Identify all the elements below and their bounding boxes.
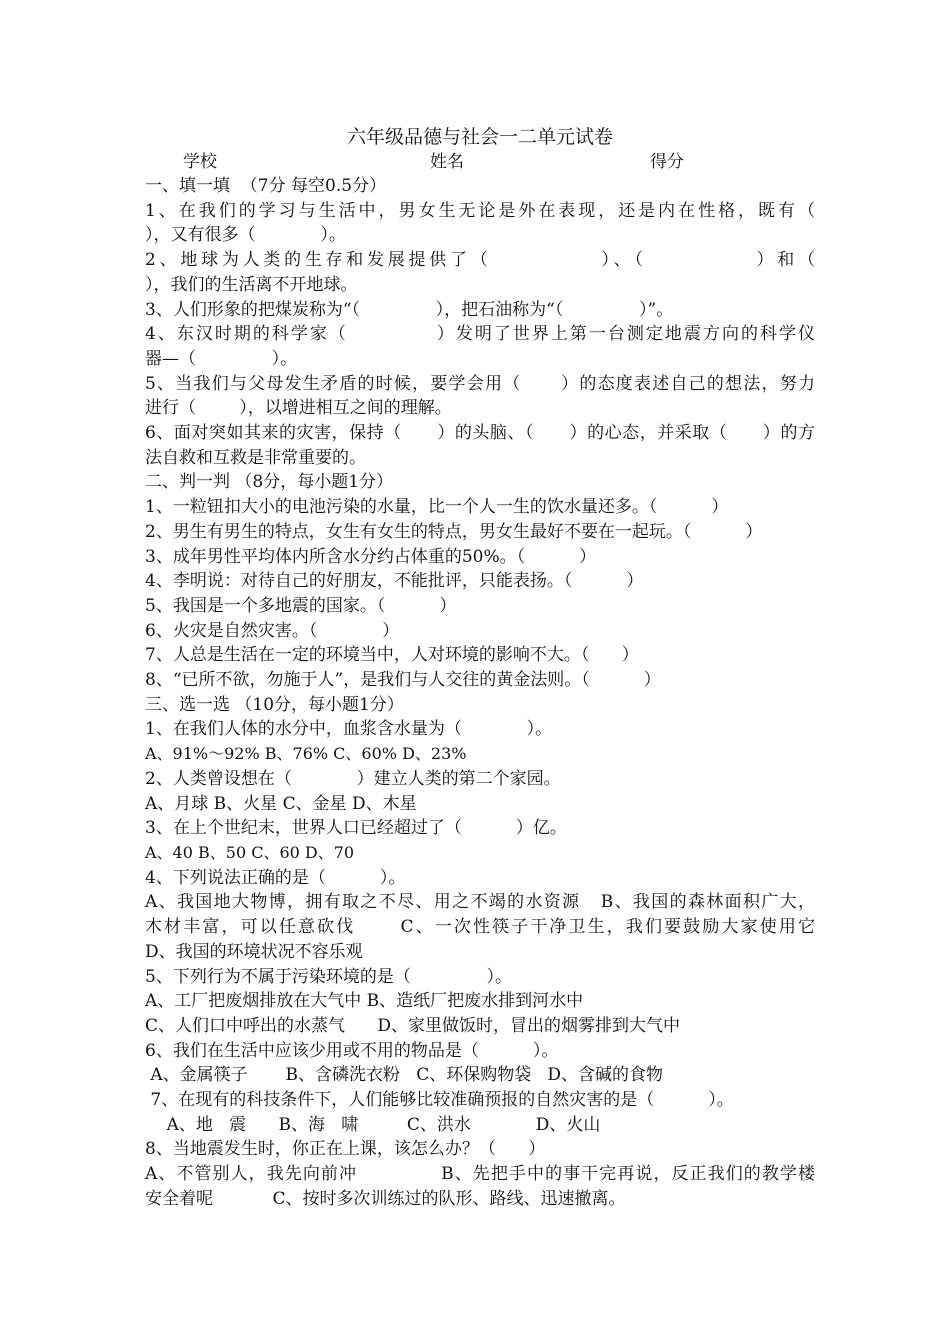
question-line: 6、面对突如其来的灾害，保持（ ）的头脑、（ ）的心态，并采取（ ）的方 bbox=[145, 423, 815, 444]
question-line: 5、我国是一个多地震的国家。（ ） bbox=[145, 595, 457, 616]
question-line: 1、在我们人体的水分中，血浆含水量为（ ）。 bbox=[145, 719, 553, 740]
question-line: 1、在我们的学习与生活中，男女生无论是外在表现，还是内在性格，既有（ bbox=[145, 200, 815, 221]
question-line: 5、下列行为不属于污染环境的是（ ）。 bbox=[145, 966, 512, 987]
answer-options: 木材丰富，可以任意砍伐 C、一次性筷子干净卫生，我们要鼓励大家使用它 bbox=[145, 917, 815, 938]
question-line: 8、“已所不欲，勿施于人”，是我们与人交往的黄金法则。（ ） bbox=[145, 670, 661, 691]
question-line: 4、李明说：对待自己的好朋友，不能批评，只能表扬。（ ） bbox=[145, 571, 644, 592]
page-title: 六年级品德与社会一二单元试卷 bbox=[346, 126, 613, 148]
question-line: 2、地球为人类的生存和发展提供了（ ）、（ ）和（ bbox=[145, 250, 815, 271]
answer-options: C、人们口中呼出的水蒸气 D、家里做饭时，冒出的烟雾排到大气中 bbox=[145, 1015, 681, 1036]
question-line: 3、人们形象的把煤炭称为“（ ），把石油称为“（ ）”。 bbox=[145, 299, 674, 320]
answer-options: A、91%～92% B、76% C、60% D、23% bbox=[145, 744, 467, 764]
section-heading-judge: 二、判一判 （8分，每小题1分） bbox=[145, 472, 394, 493]
answer-options: A、工厂把废烟排放在大气中 B、造纸厂把废水排到河水中 bbox=[145, 991, 584, 1012]
question-line: 4、下列说法正确的是（ ）。 bbox=[145, 867, 406, 888]
question-line: 4、东汉时期的科学家（ ）发明了世界上第一台测定地震方向的科学仪 bbox=[145, 324, 815, 345]
question-line: 法自救和互救是非常重要的。 bbox=[145, 447, 366, 468]
answer-options: A、金属筷子 B、含磷洗衣粉 C、环保购物袋 D、含碱的食物 bbox=[145, 1065, 664, 1086]
question-line: 3、在上个世纪末，世界人口已经超过了（ ）亿。 bbox=[145, 818, 567, 839]
answer-options: D、我国的环境状况不容乐观 bbox=[145, 941, 363, 962]
answer-options: A、月球 B、火星 C、金星 D、木星 bbox=[145, 793, 417, 814]
exam-header bbox=[145, 150, 815, 174]
answer-options: A、不管别人，我先向前冲 B、先把手中的事干完再说，反正我们的教学楼 bbox=[145, 1164, 815, 1185]
question-line: ），我们的生活离不开地球。 bbox=[145, 274, 358, 295]
question-line: 2、男生有男生的特点，女生有女生的特点，男女生最好不要在一起玩。（ ） bbox=[145, 521, 763, 542]
section-heading-fill: 一、填一填 （7分 每空0.5分） bbox=[145, 176, 387, 196]
question-line: 5、当我们与父母发生矛盾的时候，要学会用（ ）的态度表述自己的想法，努力 bbox=[145, 373, 815, 394]
question-line: 7、在现有的科技条件下，人们能够比较准确预报的自然灾害的是（ ）。 bbox=[145, 1090, 734, 1111]
question-line: 8、当地震发生时，你正在上课，该怎么办？（ ） bbox=[145, 1139, 546, 1160]
question-line: 7、人总是生活在一定的环境当中，人对环境的影响不大。（ ） bbox=[145, 645, 639, 666]
question-line: 3、成年男性平均体内所含水分约占体重的50%。（ ） bbox=[145, 546, 597, 567]
question-line: 器—（ ）。 bbox=[145, 348, 298, 369]
question-line: 1、一粒钮扣大小的电池污染的水量，比一个人一生的饮水量还多。（ ） bbox=[145, 497, 729, 518]
question-line: 6、火灾是自然灾害。（ ） bbox=[145, 620, 400, 641]
exam-page bbox=[145, 124, 815, 1212]
answer-options: A、地 震 B、海 啸 C、洪水 D、火山 bbox=[145, 1114, 601, 1135]
name-field-label: 姓名 bbox=[430, 152, 464, 172]
school-field-label: 学校 bbox=[183, 152, 217, 172]
question-line: 进行（ ），以增进相互之间的理解。 bbox=[145, 398, 452, 419]
score-field-label: 得分 bbox=[650, 152, 684, 172]
answer-options: 安全着呢 C、按时多次训练过的队形、路线、迅速撤离。 bbox=[145, 1188, 626, 1209]
question-line: ），又有很多（ ）。 bbox=[145, 225, 346, 246]
question-line: 6、我们在生活中应该少用或不用的物品是（ ）。 bbox=[145, 1040, 559, 1061]
section-heading-choose: 三、选一选 （10分，每小题1分） bbox=[145, 694, 404, 715]
answer-options: A、40 B、50 C、60 D、70 bbox=[145, 842, 355, 862]
question-line: 2、人类曾设想在（ ）建立人类的第二个家园。 bbox=[145, 768, 561, 789]
answer-options: A、我国地大物博，拥有取之不尽、用之不竭的水资源 B、我国的森林面积广大， bbox=[145, 892, 815, 913]
